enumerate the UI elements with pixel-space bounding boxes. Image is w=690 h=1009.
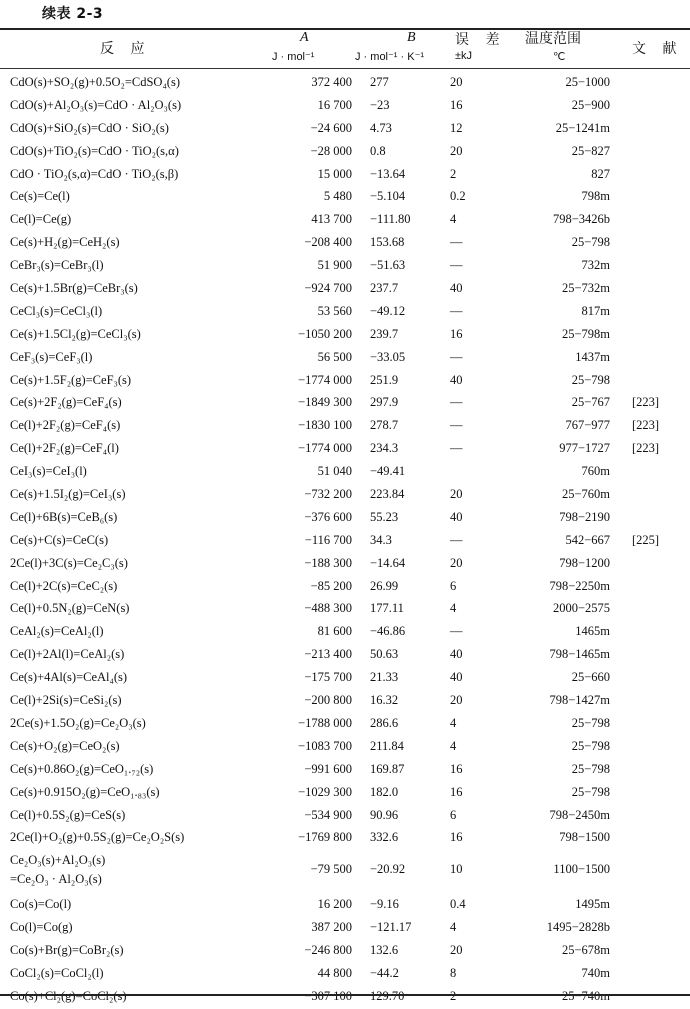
temperature-range-cell: 542−667	[565, 532, 610, 547]
temperature-range-cell: 732m	[581, 258, 610, 273]
a-value-cell: −488 300	[304, 601, 352, 616]
reaction-cell: Ce(l)+0.5S₂(g)=CeS(s)	[10, 807, 126, 822]
temperature-range-cell: 1437m	[575, 349, 610, 364]
b-value-cell: 251.9	[370, 372, 399, 387]
reaction-cell: Ce(l)=Ce(g)	[10, 212, 72, 227]
error-cell: 20	[450, 943, 463, 958]
table-row	[0, 759, 690, 782]
table-row	[0, 461, 690, 484]
a-value-cell: 51 900	[317, 258, 352, 273]
b-value-cell: 182.0	[370, 784, 399, 799]
b-value-cell: −44.2	[370, 965, 399, 980]
error-cell: 16	[450, 830, 463, 845]
table-row	[0, 324, 690, 347]
a-value-cell: −1774 000	[298, 441, 352, 456]
a-value-cell: 16 700	[317, 97, 352, 112]
table-row	[0, 507, 690, 530]
table-row	[0, 917, 690, 940]
a-value-cell: −116 700	[304, 532, 352, 547]
table-row	[0, 690, 690, 713]
reaction-cell: 2Ce(s)+1.5O₂(g)=Ce₂O₃(s)	[10, 715, 146, 730]
table-row	[0, 301, 690, 324]
a-value-cell: −28 000	[310, 143, 352, 158]
reference-cell: [223]	[632, 441, 660, 456]
temperature-range-cell: 1465m	[575, 624, 610, 639]
b-value-cell: −121.17	[370, 920, 412, 935]
reaction-cell: 2Ce(l)+O₂(g)+0.5S₂(g)=Ce₂O₂S(s)	[10, 830, 185, 845]
reaction-cell: Ce(s)+H₂(g)=CeH₂(s)	[10, 235, 120, 250]
reaction-cell: Ce(l)+2C(s)=CeC₂(s)	[10, 578, 118, 593]
error-cell: 16	[450, 97, 463, 112]
b-value-cell: 239.7	[370, 326, 399, 341]
b-value-cell: 332.6	[370, 830, 399, 845]
error-cell: 16	[450, 761, 463, 776]
a-value-cell: −732 200	[304, 487, 352, 502]
error-cell: 20	[450, 487, 463, 502]
a-value-cell: −924 700	[304, 281, 352, 296]
a-value-cell: 15 000	[317, 166, 352, 181]
b-value-cell: 50.63	[370, 647, 399, 662]
header-ref: 文 献	[632, 41, 683, 57]
b-value-cell: −46.86	[370, 624, 406, 639]
table-row	[0, 278, 690, 301]
error-cell: 20	[450, 143, 463, 158]
temperature-range-cell: 25−1241m	[555, 120, 610, 135]
b-value-cell: 169.87	[370, 761, 405, 776]
error-cell: 40	[450, 281, 463, 296]
a-value-cell: −213 400	[304, 647, 352, 662]
b-value-cell: 129.70	[370, 988, 405, 1003]
b-value-cell: −49.12	[370, 303, 406, 318]
table-row	[0, 782, 690, 805]
reaction-cell: 2Ce(l)+3C(s)=Ce₂C₃(s)	[10, 555, 128, 570]
b-value-cell: 177.11	[370, 601, 404, 616]
temperature-range-cell: 798−2450m	[549, 807, 610, 822]
b-value-cell: 278.7	[370, 418, 399, 433]
b-value-cell: 223.84	[370, 487, 405, 502]
reference-cell: [225]	[632, 532, 660, 547]
a-value-cell: 81 600	[317, 624, 352, 639]
error-cell: 12	[450, 120, 463, 135]
temperature-range-cell: 827	[591, 166, 610, 181]
b-value-cell: 4.73	[370, 120, 392, 135]
a-value-cell: −376 600	[304, 509, 352, 524]
a-value-cell: 51 040	[317, 464, 352, 479]
error-cell: 4	[450, 715, 457, 730]
error-cell: —	[450, 395, 463, 410]
temperature-range-cell: 798−1500	[559, 830, 610, 845]
table-row	[0, 940, 690, 963]
b-value-cell: 211.84	[370, 738, 404, 753]
reference-cell: [223]	[632, 418, 660, 433]
error-cell: 4	[450, 601, 457, 616]
reaction-cell: Co(s)+Cl₂(g)=CoCl₂(s)	[10, 988, 127, 1003]
reaction-cell: CdO · TiO₂(s,α)=CdO · TiO₂(s,β)	[10, 166, 179, 181]
temperature-range-cell: 1495−2828b	[546, 920, 610, 935]
reaction-cell: Ce(l)+2Al(l)=CeAl₂(s)	[10, 647, 125, 662]
temperature-range-cell: 817m	[581, 303, 610, 318]
error-cell: —	[450, 258, 463, 273]
table-row	[0, 95, 690, 118]
a-value-cell: −1849 300	[298, 395, 352, 410]
temperature-range-cell: 25−660	[571, 670, 610, 685]
b-value-cell: 21.33	[370, 670, 399, 685]
error-cell: 10	[450, 862, 463, 877]
temperature-range-cell: 740m	[581, 965, 610, 980]
header-a-symbol: A	[300, 30, 309, 45]
a-value-cell: −1830 100	[298, 418, 352, 433]
reaction-cell: Ce(s)+1.5Br(g)=CeBr₃(s)	[10, 281, 138, 296]
error-cell: 40	[450, 372, 463, 387]
a-value-cell: −1774 000	[298, 372, 352, 387]
table-row	[0, 850, 690, 894]
table-row	[0, 963, 690, 986]
b-value-cell: −49.41	[370, 464, 406, 479]
temperature-range-cell: 25−827	[571, 143, 610, 158]
reaction-cell: CdO(s)+SO₂(g)+0.5O₂=CdSO₄(s)	[10, 75, 180, 89]
header-a-unit: J · mol⁻¹	[272, 51, 315, 63]
header-b-symbol: B	[407, 30, 416, 45]
error-cell: 4	[450, 212, 457, 227]
reaction-cell: CoCl₂(s)=CoCl₂(l)	[10, 965, 104, 980]
b-value-cell: −13.64	[370, 166, 406, 181]
table-row	[0, 530, 690, 553]
top-rule	[0, 28, 690, 30]
b-value-cell: −20.92	[370, 862, 406, 877]
temperature-range-cell: 25−760m	[561, 487, 610, 502]
a-value-cell: −24 600	[310, 120, 352, 135]
header-temp-unit: ℃	[553, 51, 566, 63]
b-value-cell: 90.96	[370, 807, 399, 822]
temperature-range-cell: 25−732m	[561, 281, 610, 296]
temperature-range-cell: 798−3426b	[552, 212, 610, 227]
b-value-cell: −23	[370, 97, 390, 112]
a-value-cell: −1769 800	[298, 830, 352, 845]
temperature-range-cell: 760m	[581, 464, 610, 479]
table-row	[0, 118, 690, 141]
reaction-cell: CeCl₃(s)=CeCl₃(l)	[10, 303, 103, 318]
reaction-cell: CdO(s)+SiO₂(s)=CdO · SiO₂(s)	[10, 120, 169, 135]
temperature-range-cell: 798−1427m	[549, 693, 610, 708]
error-cell: 2	[450, 166, 457, 181]
reaction-cell: CeF₃(s)=CeF₃(l)	[10, 349, 93, 364]
a-value-cell: 44 800	[317, 965, 352, 980]
temperature-range-cell: 977−1727	[559, 441, 610, 456]
header-temp: 温度范围	[525, 31, 581, 47]
table-row	[0, 186, 690, 209]
error-cell: —	[450, 532, 463, 547]
table-row	[0, 72, 690, 95]
error-cell: 16	[450, 326, 463, 341]
table-row	[0, 209, 690, 232]
reaction-cell: Ce(s)=Ce(l)	[10, 189, 70, 204]
reaction-cell: CdO(s)+Al₂O₃(s)=CdO · Al₂O₃(s)	[10, 97, 182, 112]
a-value-cell: −200 800	[304, 693, 352, 708]
b-value-cell: 16.32	[370, 693, 399, 708]
a-value-cell: 387 200	[311, 920, 352, 935]
temperature-range-cell: 767−977	[565, 418, 610, 433]
a-value-cell: −85 200	[310, 578, 352, 593]
reaction-line-2: =Ce₂O₃ · Al₂O₃(s)	[10, 872, 102, 887]
error-cell: 40	[450, 509, 463, 524]
error-cell: —	[450, 349, 463, 364]
temperature-range-cell: 25−798	[571, 372, 610, 387]
table-row	[0, 392, 690, 415]
table-row	[0, 255, 690, 278]
table-row	[0, 644, 690, 667]
error-cell: —	[450, 235, 463, 250]
reaction-cell: Co(s)=Co(l)	[10, 897, 72, 912]
b-value-cell: 277	[370, 75, 389, 89]
reaction-cell: CeAl₂(s)=CeAl₂(l)	[10, 624, 104, 639]
temperature-range-cell: 25−798	[571, 738, 610, 753]
b-value-cell: 297.9	[370, 395, 399, 410]
table-row	[0, 164, 690, 187]
a-value-cell: −991 600	[304, 761, 352, 776]
temperature-range-cell: 25−798	[571, 235, 610, 250]
reaction-cell: Ce(l)+2F₂(g)=CeF₄(s)	[10, 418, 121, 433]
a-value-cell: 53 560	[317, 303, 352, 318]
b-value-cell: 237.7	[370, 281, 399, 296]
table-row	[0, 827, 690, 850]
temperature-range-cell: 1495m	[575, 897, 610, 912]
temperature-range-cell: 25−740m	[561, 988, 610, 1003]
reaction-cell: Ce(l)+6B(s)=CeB₆(s)	[10, 509, 118, 524]
b-value-cell: 234.3	[370, 441, 399, 456]
a-value-cell: −188 300	[304, 555, 352, 570]
error-cell: 6	[450, 807, 457, 822]
reaction-cell: Ce(s)+1.5I₂(g)=CeI₃(s)	[10, 487, 126, 502]
header-error-unit: ±kJ	[455, 50, 473, 62]
temperature-range-cell: 798−1465m	[549, 647, 610, 662]
a-value-cell: −1029 300	[298, 784, 352, 799]
a-value-cell: −79 500	[310, 862, 352, 877]
temperature-range-cell: 798−2190	[559, 509, 610, 524]
reaction-cell: Co(l)=Co(g)	[10, 920, 73, 935]
table-row	[0, 621, 690, 644]
table-row	[0, 713, 690, 736]
error-cell: —	[450, 303, 463, 318]
b-value-cell: 55.23	[370, 509, 399, 524]
reaction-cell: Ce(s)+O₂(g)=CeO₂(s)	[10, 738, 120, 753]
b-value-cell: 153.68	[370, 235, 405, 250]
a-value-cell: 413 700	[311, 212, 352, 227]
table-row	[0, 667, 690, 690]
error-cell: 0.4	[450, 897, 466, 912]
a-value-cell: −175 700	[304, 670, 352, 685]
table-body	[0, 72, 690, 1009]
temperature-range-cell: 1100−1500	[553, 862, 610, 877]
header-error: 误 差	[455, 32, 506, 48]
b-value-cell: −5.104	[370, 189, 406, 204]
a-value-cell: −534 900	[304, 807, 352, 822]
error-cell: 20	[450, 693, 463, 708]
reaction-cell: Ce(l)+2Si(s)=CeSi₂(s)	[10, 693, 122, 708]
reference-cell: [223]	[632, 395, 660, 410]
table-row	[0, 986, 690, 1009]
reaction-cell: Ce(s)+C(s)=CeC(s)	[10, 532, 109, 547]
reaction-cell: CdO(s)+TiO₂(s)=CdO · TiO₂(s,α)	[10, 143, 179, 158]
a-value-cell: −246 800	[304, 943, 352, 958]
a-value-cell: −208 400	[304, 235, 352, 250]
b-value-cell: −9.16	[370, 897, 399, 912]
b-value-cell: −111.80	[370, 212, 411, 227]
table-row	[0, 438, 690, 461]
temperature-range-cell: 25−900	[571, 97, 610, 112]
error-cell: —	[450, 624, 463, 639]
b-value-cell: 0.8	[370, 143, 386, 158]
reaction-cell: Co(s)+Br(g)=CoBr₂(s)	[10, 943, 124, 958]
temperature-range-cell: 798−1200	[559, 555, 610, 570]
b-value-cell: −14.64	[370, 555, 406, 570]
error-cell: 20	[450, 555, 463, 570]
reaction-cell: Ce(l)+0.5N₂(g)=CeN(s)	[10, 601, 130, 616]
a-value-cell: −1788 000	[298, 715, 352, 730]
a-value-cell: 5 480	[323, 189, 352, 204]
table-row	[0, 553, 690, 576]
b-value-cell: 286.6	[370, 715, 399, 730]
temperature-range-cell: 798−2250m	[549, 578, 610, 593]
header-rule	[0, 68, 690, 69]
reaction-cell: CeI₃(s)=CeI₃(l)	[10, 464, 87, 479]
temperature-range-cell: 2000−2575	[552, 601, 610, 616]
a-value-cell: 56 500	[317, 349, 352, 364]
temperature-range-cell: 25−678m	[561, 943, 610, 958]
b-value-cell: 132.6	[370, 943, 399, 958]
temperature-range-cell: 25−1000	[565, 75, 610, 89]
table-row	[0, 232, 690, 255]
table-row	[0, 736, 690, 759]
error-cell: 0.2	[450, 189, 466, 204]
error-cell: 16	[450, 784, 463, 799]
table-row	[0, 598, 690, 621]
b-value-cell: 34.3	[370, 532, 392, 547]
a-value-cell: 16 200	[317, 897, 352, 912]
error-cell: —	[450, 418, 463, 433]
error-cell: 20	[450, 75, 463, 89]
reaction-cell: Ce(s)+1.5Cl₂(g)=CeCl₃(s)	[10, 326, 141, 341]
bottom-rule	[0, 994, 690, 996]
reaction-cell: Ce(s)+2F₂(g)=CeF₄(s)	[10, 395, 122, 410]
error-cell: 6	[450, 578, 457, 593]
table-row	[0, 576, 690, 599]
a-value-cell: −1050 200	[298, 326, 352, 341]
reaction-line-1: Ce₂O₃(s)+Al₂O₃(s)	[10, 853, 106, 868]
reaction-cell: CeBr₃(s)=CeBr₃(l)	[10, 258, 104, 273]
temperature-range-cell: 25−798	[571, 784, 610, 799]
temperature-range-cell: 25−798	[571, 761, 610, 776]
table-row	[0, 415, 690, 438]
temperature-range-cell: 25−798m	[561, 326, 610, 341]
temperature-range-cell: 25−798	[571, 715, 610, 730]
error-cell: 4	[450, 738, 457, 753]
header-reaction: 反 应	[100, 41, 151, 57]
temperature-range-cell: 25−767	[571, 395, 610, 410]
error-cell: —	[450, 441, 463, 456]
a-value-cell: −1083 700	[298, 738, 352, 753]
table-row	[0, 347, 690, 370]
table-row	[0, 141, 690, 164]
reaction-cell: Ce(s)+4Al(s)=CeAl₄(s)	[10, 670, 128, 685]
reaction-cell	[10, 853, 105, 887]
table-caption: 续表 2-3	[42, 6, 104, 22]
reaction-cell: Ce(s)+1.5F₂(g)=CeF₃(s)	[10, 372, 132, 387]
b-value-cell: −51.63	[370, 258, 406, 273]
table-row	[0, 805, 690, 828]
error-cell: 40	[450, 670, 463, 685]
reaction-cell: Ce(l)+2F₂(g)=CeF₄(l)	[10, 441, 119, 456]
temperature-range-cell: 798m	[581, 189, 610, 204]
error-cell: 4	[450, 920, 457, 935]
table-row	[0, 894, 690, 917]
b-value-cell: 26.99	[370, 578, 399, 593]
b-value-cell: −33.05	[370, 349, 406, 364]
error-cell: 2	[450, 988, 457, 1003]
table-row	[0, 484, 690, 507]
error-cell: 40	[450, 647, 463, 662]
reaction-cell: Ce(s)+0.86O₂(g)=CeO₁.₇₂(s)	[10, 761, 154, 776]
error-cell: 8	[450, 965, 457, 980]
table-row	[0, 370, 690, 393]
a-value-cell: −307 100	[304, 988, 352, 1003]
a-value-cell: 372 400	[311, 75, 352, 89]
header-b-unit: J · mol⁻¹ · K⁻¹	[355, 51, 425, 63]
reaction-cell: Ce(s)+0.915O₂(g)=CeO₁.₈₃(s)	[10, 784, 160, 799]
